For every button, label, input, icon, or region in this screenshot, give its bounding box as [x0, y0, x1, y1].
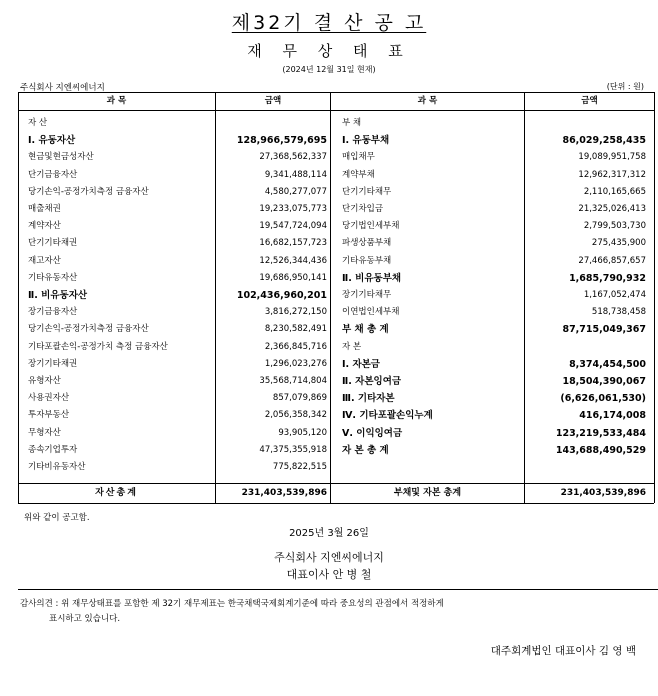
liability-equity-item-amount: 87,715,049,367	[562, 324, 646, 336]
asset-item-name: 투자부동산	[28, 410, 70, 421]
liability-equity-item-name: Ⅱ. 비유동부채	[342, 272, 402, 284]
table-bottom-border	[18, 503, 654, 504]
asset-item-amount: 19,547,724,094	[259, 221, 327, 232]
total-assets-amount: 231,403,539,896	[241, 488, 327, 498]
liability-equity-item-name: 단기차입금	[342, 204, 384, 214]
asset-item-name: Ⅰ. 유동자산	[28, 135, 76, 147]
asset-item-amount: 19,233,075,773	[259, 204, 327, 214]
asset-item-name: 기타포괄손익-공정가치 측정 금융자산	[28, 341, 168, 352]
asset-item-amount	[217, 115, 327, 132]
liability-equity-item-amount: 416,174,008	[579, 410, 646, 422]
liability-equity-item-name: 자 본 총 계	[342, 444, 389, 456]
liability-equity-item-name: 파생상품부채	[342, 238, 392, 249]
announcement-date: 2025년 3월 26일	[289, 528, 369, 539]
asset-item-amount: 3,816,272,150	[264, 307, 327, 318]
liability-equity-item-name: Ⅰ. 유동부채	[342, 135, 390, 147]
asset-item-amount: 16,682,157,723	[259, 238, 327, 249]
footer-divider	[18, 589, 658, 590]
asset-item-name: 무형자산	[28, 427, 61, 438]
liability-equity-item-amount: 18,504,390,067	[562, 376, 646, 387]
liability-equity-item-name: 기타유동부채	[342, 255, 392, 266]
asset-item-name: 단기기타채권	[28, 238, 78, 249]
asset-item-name: 기타유동자산	[28, 272, 78, 283]
total-liab-equity-label: 부채및 자본 총계	[393, 488, 462, 498]
asset-item-name: 재고자산	[28, 255, 61, 266]
total-assets-label: 자산총계	[95, 488, 138, 498]
liability-equity-item-amount: 19,089,951,758	[578, 152, 646, 163]
asset-item-name: Ⅱ. 비유동자산	[28, 290, 88, 301]
asset-item-amount: 2,056,358,342	[264, 410, 327, 421]
asset-item-amount: 102,436,960,201	[236, 290, 327, 301]
liability-equity-item-name: 매입채무	[342, 152, 375, 163]
liability-equity-item-amount: 27,466,857,657	[578, 255, 646, 266]
asset-item-amount: 1,296,023,276	[264, 358, 327, 369]
header-left-amount: 금액	[264, 96, 282, 106]
asset-item-name: 자 산	[28, 118, 48, 128]
liability-equity-item-name: Ⅲ. 기타자본	[342, 393, 395, 405]
asset-item-name: 종속기업투자	[28, 444, 78, 455]
liability-equity-item-name: 계약부채	[342, 169, 375, 180]
audit-opinion-line2: 표시하고 있습니다.	[49, 614, 121, 624]
auditor-signature: 대주회계법인 대표이사 김 영 백	[490, 645, 636, 657]
liability-equity-item-name: 당기법인세부채	[342, 221, 400, 232]
liability-equity-item-name: 부 채 총 계	[342, 324, 389, 336]
asset-item-amount: 35,568,714,804	[259, 376, 327, 386]
asset-item-name: 장기금융자산	[28, 307, 78, 318]
asset-item-name: 현금및현금성자산	[28, 152, 94, 163]
liability-equity-item-name: Ⅱ. 자본잉여금	[342, 376, 402, 387]
liability-equity-item-amount: 275,435,900	[591, 238, 646, 249]
liability-equity-item-amount: 518,738,458	[591, 307, 646, 318]
liability-equity-item-amount: 1,685,790,932	[569, 272, 646, 284]
liability-equity-item-name: 자 본	[342, 341, 362, 352]
header-right-amount: 금액	[581, 96, 598, 106]
asset-item-amount: 12,526,344,436	[259, 255, 327, 266]
announcement-note: 위와 같이 공고함.	[24, 513, 90, 523]
ceo-name: 대표이사 안 병 철	[286, 568, 372, 581]
unit-label: (단위 : 원)	[606, 82, 644, 91]
liability-equity-item-amount: (6,626,061,530)	[560, 393, 646, 405]
company-name: 주식회사 지엔씨에너지	[274, 551, 384, 564]
liability-equity-item-amount	[528, 115, 646, 132]
liability-equity-item-name: Ⅳ. 기타포괄손익누계	[342, 410, 433, 422]
header-divider	[18, 110, 654, 111]
asset-item-name: 당기손익-공정가치측정 금융자산	[28, 324, 149, 335]
company-name-small: 주식회사 지엔씨에너지	[20, 83, 105, 93]
liability-equity-item-amount: 8,374,454,500	[569, 358, 646, 370]
asset-item-amount: 857,079,869	[272, 393, 327, 404]
asset-item-name: 계약자산	[28, 221, 61, 232]
liability-equity-item-amount: 12,962,317,312	[578, 169, 646, 180]
header-left-item: 과 목	[106, 96, 127, 106]
liability-equity-item-name: 부 채	[342, 118, 362, 128]
liability-equity-item-name: 장기기타채무	[342, 290, 392, 300]
liability-equity-item-amount: 21,325,026,413	[578, 204, 646, 214]
liability-equity-item-amount: 2,799,503,730	[583, 221, 646, 232]
liability-equity-item-amount: 143,688,490,529	[555, 444, 646, 456]
asset-item-amount: 93,905,120	[278, 427, 327, 438]
liability-equity-item-amount	[528, 339, 646, 356]
asset-item-name: 당기손익-공정가치측정 금융자산	[28, 186, 149, 197]
liability-equity-item-amount: 1,167,052,474	[583, 290, 646, 300]
audit-opinion-line1: 감사의견 : 위 재무상태표를 포함한 제 32기 재무제표는 한국채택국제회계기준에 따라 중요성의 관점에서 적정하게	[20, 599, 444, 609]
asset-item-name: 기타비유동자산	[28, 462, 86, 472]
col-line	[654, 92, 655, 503]
liability-equity-item-name: Ⅰ. 자본금	[342, 358, 380, 370]
col-line	[330, 92, 331, 503]
asset-item-amount: 775,822,515	[272, 462, 327, 472]
header-right-item: 과 목	[417, 96, 438, 106]
as-of-date: (2024년 12월 31일 현재)	[282, 65, 376, 74]
liability-equity-item-name: Ⅴ. 이익잉여금	[342, 427, 403, 439]
total-liab-equity-amount: 231,403,539,896	[560, 488, 646, 498]
asset-item-amount: 4,580,277,077	[264, 186, 327, 197]
col-line	[524, 92, 525, 503]
main-title: 제32기 결 산 공 고	[231, 12, 427, 34]
asset-item-amount: 2,366,845,716	[264, 341, 327, 352]
asset-item-amount: 9,341,488,114	[264, 169, 327, 180]
liability-equity-item-amount: 123,219,533,484	[555, 427, 646, 439]
asset-item-name: 단기금융자산	[28, 169, 78, 180]
asset-item-amount: 128,966,579,695	[236, 135, 327, 147]
liability-equity-item-name: 단기기타채무	[342, 186, 392, 197]
asset-item-name: 장기기타채권	[28, 358, 78, 369]
statement-title: 재 무 상 태 표	[247, 42, 411, 60]
liability-equity-item-amount: 86,029,258,435	[562, 135, 646, 147]
col-line	[215, 92, 216, 503]
asset-item-amount: 19,686,950,141	[259, 272, 327, 283]
col-line	[18, 92, 19, 503]
asset-item-name: 사용권자산	[28, 393, 70, 404]
liability-equity-item-name: 이연법인세부채	[342, 307, 400, 318]
asset-item-amount: 8,230,582,491	[264, 324, 327, 335]
asset-item-name: 유형자산	[28, 376, 61, 386]
asset-item-amount: 27,368,562,337	[259, 152, 327, 163]
asset-item-name: 매출채권	[28, 204, 61, 214]
asset-item-amount: 47,375,355,918	[259, 444, 327, 455]
liability-equity-item-amount: 2,110,165,665	[583, 186, 646, 197]
